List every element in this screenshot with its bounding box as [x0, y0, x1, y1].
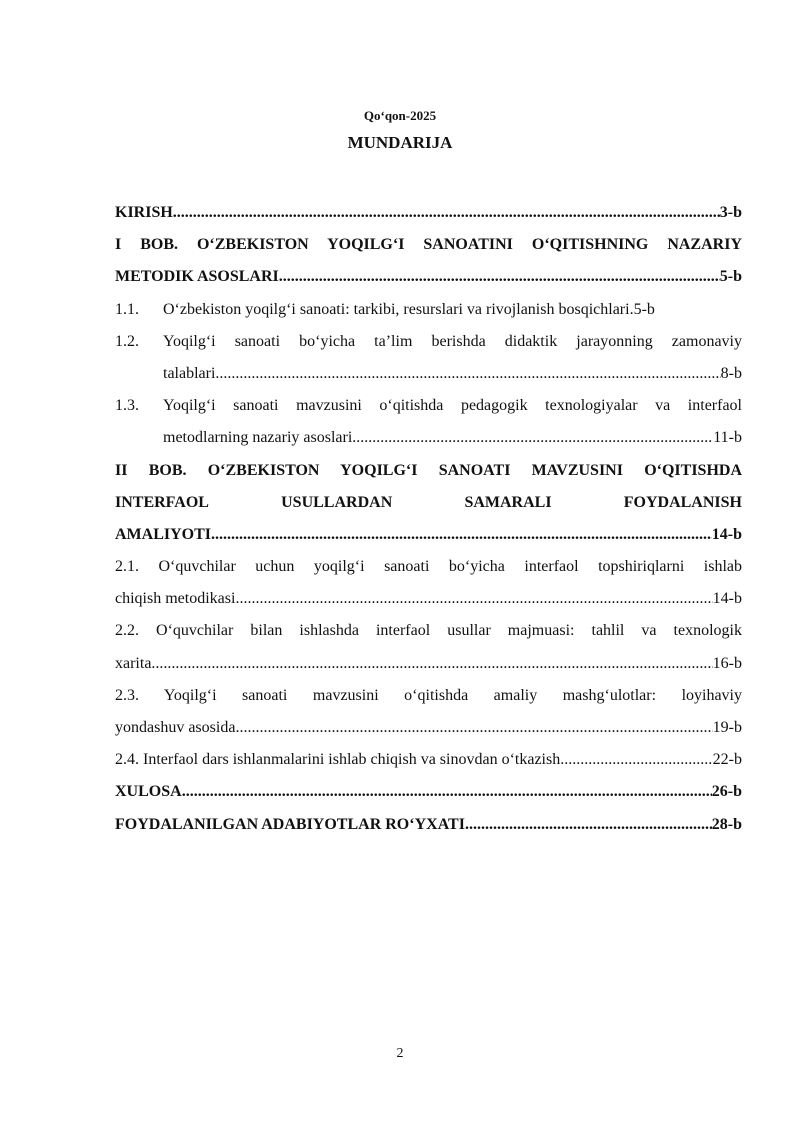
dot-leader: [235, 583, 712, 615]
toc-page-number: 3-b: [719, 204, 742, 221]
toc-entry-2-2[interactable]: [115, 615, 742, 647]
toc-entry-1-1[interactable]: [115, 294, 742, 326]
toc-entry-2-1-cont[interactable]: [115, 583, 742, 615]
dot-leader: [182, 776, 712, 808]
section-number: 1.3.: [115, 397, 139, 415]
toc-entry-label: I BOB. O‘ZBEKISTON YOQILG‘I SANOATINI O‘QITISHNING NAZARIY: [115, 236, 742, 254]
toc-page-number: 5-b: [719, 268, 742, 286]
toc-entry-2-4[interactable]: [115, 744, 742, 776]
dot-leader: [465, 809, 712, 841]
toc-entry-label: yondashuv asosida: [115, 719, 236, 736]
toc-entry-label: AMALIYOTI: [115, 525, 212, 543]
toc-page-number: 8-b: [720, 364, 742, 382]
toc-page-number: 14-b: [711, 525, 742, 543]
toc-entry-label: 2.3. Yoqilg‘i sanoati mavzusini o‘qitishda amaliy mashg‘ulotlar: loyihaviy: [115, 686, 742, 704]
section-number: 1.2.: [115, 332, 139, 350]
toc-entry-1-2-cont[interactable]: [115, 358, 742, 390]
toc-entry-label: 2.2. O‘quvchilar bilan ishlashda interfaol usullar majmuasi: tahlil va texnologik: [115, 622, 742, 640]
toc-page-number: 28-b: [711, 815, 742, 833]
toc-entry-2-2-cont[interactable]: [115, 648, 742, 680]
section-number: 1.1.: [115, 300, 139, 318]
toc-entry-label: II BOB. O‘ZBEKISTON YOQILG‘I SANOATI MAVZUSINI O‘QITISHDA: [115, 461, 742, 479]
toc-entry-chapter2-cont[interactable]: [115, 519, 742, 551]
toc-entry-word: SAMARALI: [464, 493, 552, 511]
toc-entry-2-3-cont[interactable]: [115, 712, 742, 744]
page-number: 2: [396, 1046, 404, 1061]
toc-entry-1-3[interactable]: [115, 390, 742, 422]
toc-entry-label: Yoqilg‘i sanoati mavzusini o‘qitishda pedagogik texnologiyalar va interfaol: [163, 397, 742, 415]
toc-entry-chapter1-cont[interactable]: [115, 261, 742, 293]
toc-entry-label: XULOSA: [115, 783, 182, 801]
toc-entry-chapter2[interactable]: [115, 455, 742, 487]
dot-leader: [235, 712, 712, 744]
toc-page-number: 5-b: [633, 300, 655, 318]
toc-page-number: 22-b: [712, 751, 742, 769]
toc-entry-1-2[interactable]: [115, 326, 742, 358]
toc-entry-label: FOYDALANILGAN ADABIYOTLAR RO‘YXATI: [115, 815, 465, 833]
dot-leader: [352, 422, 713, 454]
toc-entry-chapter2-line2[interactable]: [115, 487, 742, 519]
toc-entry-label: METODIK ASOSLARI: [115, 268, 279, 286]
toc-entry-label: O‘zbekiston yoqilg‘i sanoati: tarkibi, resurslari va rivojlanish bosqichlari.: [163, 300, 634, 318]
toc-entry-label: metodlarning nazariy asoslari: [163, 429, 353, 447]
dot-leader: [215, 358, 720, 390]
dot-leader: [173, 197, 720, 229]
toc-entry-references[interactable]: [115, 809, 742, 841]
toc-entry-intro[interactable]: [115, 197, 742, 229]
toc-entry-label: 2.1. O‘quvchilar uchun yoqilg‘i sanoati bo‘yicha interfaol topshiriqlarni ishlab: [115, 558, 742, 576]
toc-entry-conclusion[interactable]: [115, 776, 742, 808]
page-title: MUNDARIJA: [347, 133, 453, 152]
place-year: Qo‘qon-2025: [363, 108, 437, 123]
toc-entry-word: USULLARDAN: [281, 493, 393, 511]
dot-leader: [151, 648, 712, 680]
dot-leader: [560, 744, 712, 776]
toc-entry-2-3[interactable]: [115, 680, 742, 712]
toc-page-number: 19-b: [712, 719, 742, 736]
toc-entry-label: chiqish metodikasi: [115, 590, 236, 608]
toc-entry-label: Yoqilg‘i sanoati bo‘yicha ta’lim berishda didaktik jarayonning zamonaviy: [163, 332, 742, 350]
toc-entry-label: talablari: [163, 364, 216, 382]
toc-entry-label: KIRISH: [115, 204, 173, 221]
toc-page-number: 14-b: [712, 590, 742, 608]
toc-entry-word: FOYDALANISH: [623, 493, 742, 511]
dot-leader: [211, 519, 712, 551]
toc-entry-2-1[interactable]: [115, 551, 742, 583]
toc-page-number: 16-b: [712, 654, 742, 672]
dot-leader: [279, 261, 720, 293]
table-of-contents: [115, 197, 742, 841]
toc-entry-word: INTERFAOL: [115, 493, 209, 511]
toc-entry-1-3-cont[interactable]: [115, 422, 742, 454]
toc-entry-label: xarita: [115, 654, 152, 672]
toc-entry-label: 2.4. Interfaol dars ishlanmalarini ishlab chiqish va sinovdan o‘tkazish: [115, 751, 561, 769]
toc-entry-chapter1[interactable]: [115, 229, 742, 261]
toc-page-number: 11-b: [713, 429, 742, 447]
toc-page-number: 26-b: [711, 783, 742, 801]
